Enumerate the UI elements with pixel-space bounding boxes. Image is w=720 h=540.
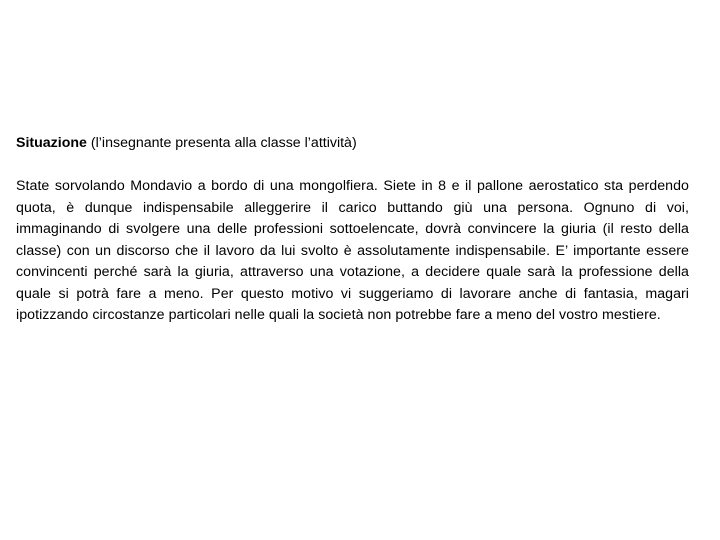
situation-subtitle: (l’insegnante presenta alla classe l’attività)	[90, 135, 357, 151]
situation-heading	[16, 133, 689, 155]
text-block	[16, 133, 689, 327]
situation-label: Situazione	[16, 135, 87, 151]
activity-description: State sorvolando Mondavio a bordo di una mongolfiera. Siete in 8 e il pallone aerostatico sta perdendo quota, è dunque indispensabile alleggerire il carico buttando giù una persona. Ognuno di voi, immaginando di svolgere una delle professioni sottoelencate, dovrà convincere la giuria (il resto della classe) con un discorso che il lavoro da lui svolto è assolutamente indispensabile. E’ importante essere convincenti perché sarà la giuria, attraverso una votazione, a decidere quale sarà la professione della quale si potrà fare a meno. Per questo motivo vi suggeriamo di lavorare anche di fantasia, magari ipotizzando circostanze particolari nelle quali la società non potrebbe fare a meno del vostro mestiere.	[16, 178, 689, 323]
